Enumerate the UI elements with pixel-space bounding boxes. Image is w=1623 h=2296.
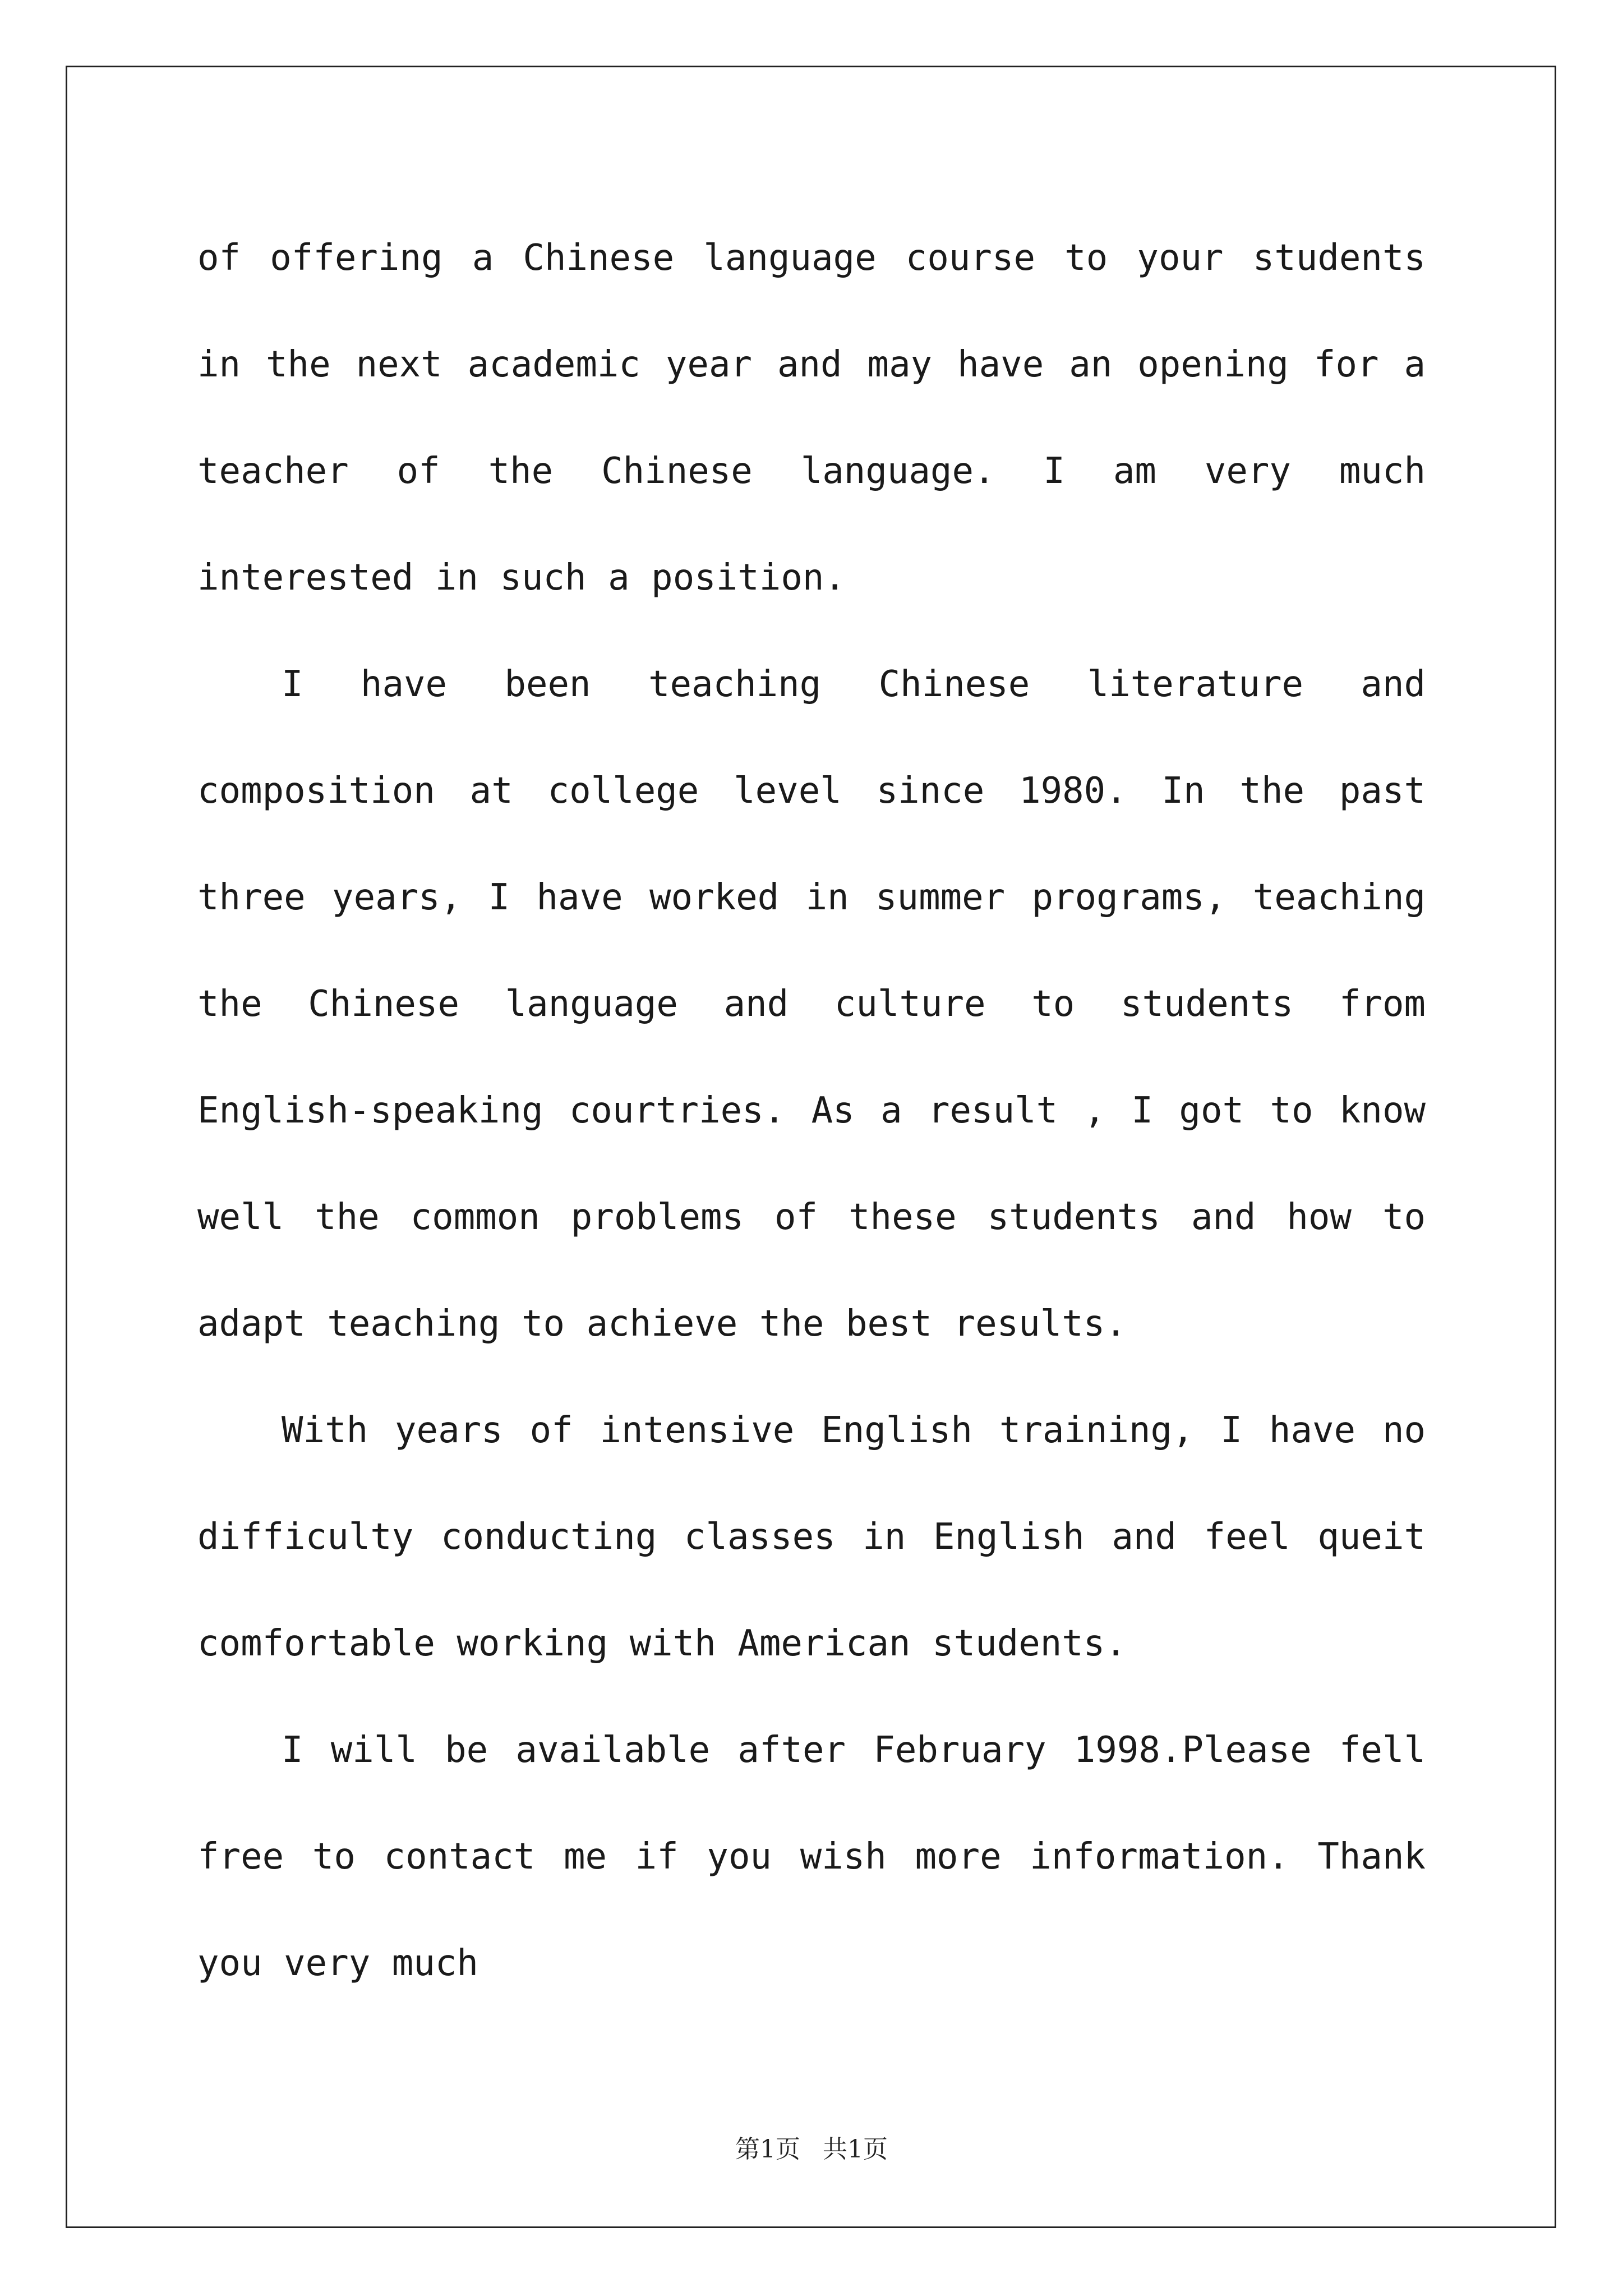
paragraph-3: With years of intensive English training, I have no difficulty conducting classes in English and feel queit comfortable working with American students. <box>197 1410 1426 1664</box>
document-body <box>197 205 1426 2017</box>
paragraph-2: I have been teaching Chinese literature and composition at college level since 1980. In the past three years, I have worked in summer programs, teaching the Chinese language and culture to students from English-speaking courtries. As a result , I got to know well the common problems of these students and how to adapt teaching to achieve the best results. <box>197 664 1426 1345</box>
paragraph-4: I will be available after February 1998.Please fell free to contact me if you wish more information. Thank you very much <box>197 1729 1426 1984</box>
paragraph-1: of offering a Chinese language course to your students in the next academic year and may have an opening for a teacher of the Chinese language. I am very much interested in such a position. <box>197 237 1426 599</box>
page-footer <box>0 2129 1623 2165</box>
page-number: 第1页 <box>735 2135 800 2164</box>
page-total: 共1页 <box>823 2135 888 2164</box>
